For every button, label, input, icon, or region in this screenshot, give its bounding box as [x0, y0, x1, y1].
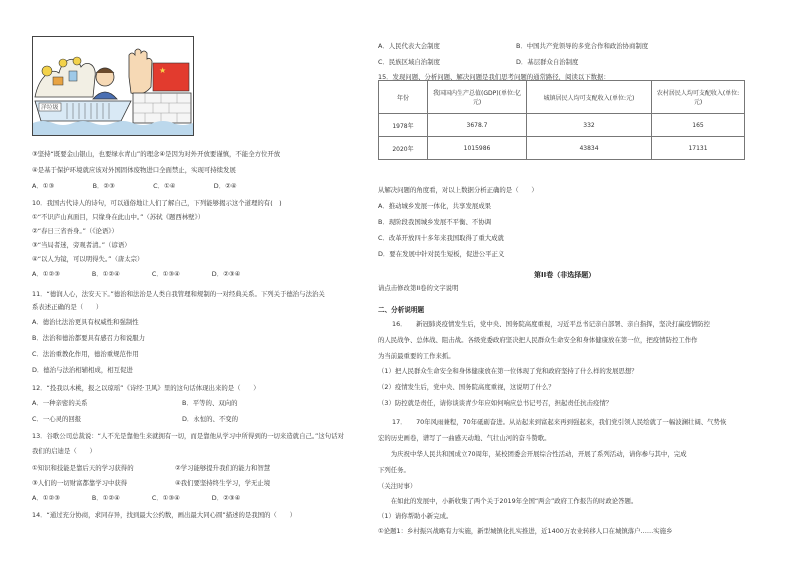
q17-focus-line: 在如此的发展中，小新收集了两个关于2019年全国“两会”政府工作报告的时政论答题。	[378, 497, 638, 505]
q12-option-c: C．一心灵的回报	[32, 415, 82, 423]
table-cell: 1978年	[379, 114, 428, 137]
q12-option-b: B．平等的、双向的	[182, 399, 238, 407]
table-cell: 17131	[652, 137, 745, 160]
q17-task: （1）请你帮助小新完成。	[378, 512, 453, 520]
q13-item-1: ①知识和技能是靠后天的学习获得的	[32, 464, 134, 472]
ship-label: 洋垃圾	[41, 105, 59, 111]
data-table	[378, 80, 745, 160]
q13-stem: 13．谷歌公司总裁说：“人不光是靠他生来就拥有一切，而是靠他从学习中所得到的一切来造就自己。”这句话对	[32, 432, 344, 440]
table-cell: 332	[527, 114, 652, 137]
q11-stem-cont: 系表述正确的是（ ）	[32, 303, 103, 311]
q10-item-4: ④“以人为镜，可以明得失。”（唐太宗）	[32, 255, 144, 263]
q10-item-1: ①“不识庐山真面目，只缘身在此山中。”（苏轼《题西林壁》）	[32, 213, 205, 221]
q10-stem: 10．我国古代诗人的诗句，可以通俗地让人们了解自己，下列能够揭示这个道理的有( )	[32, 199, 282, 207]
q14-option-b: B．中国共产党领导的多党合作和政治协商制度	[516, 42, 649, 50]
q16-question-3: （3）防控就是责任，请你谈谈青少年应如何响应总书记号召，担起责任抗击疫情？	[378, 399, 613, 407]
q11-option-b: B．法治和德治都要具有感召力和说服力	[32, 334, 146, 342]
q17-item-1: ①论题1：乡村振兴战略有力实施，新型城镇化扎实推进，近1400万农业转移人口在城镇落户……实施乡	[378, 527, 673, 535]
part2-title: 二、分析说明题	[378, 306, 425, 314]
q11-option-a: A．德治比法治更具有权威性和强制性	[32, 318, 139, 326]
q14-option-d: D．基层群众自治制度	[516, 58, 579, 66]
q9-option-line-1: ③坚持“既要金山银山，也要绿水青山”的理念④是因为对外开放要谨慎，不能全方位开放	[32, 150, 281, 158]
q11-stem: 11．“德润人心，法安天下。”德治和法治是人类自我管理和规制的一对经典关系。下列关于德治与法治关	[32, 290, 325, 298]
q11-option-c: C．法治重教化作用，德治重规范作用	[32, 350, 139, 358]
q11-option-d: D．德治与法治相辅相成，相互促进	[32, 366, 133, 374]
table-cell: 1015986	[428, 137, 527, 160]
section-title: 第II卷（非选择题）	[534, 271, 596, 279]
q14-option-a: A．人民代表大会制度	[378, 42, 440, 50]
q12-option-d: D．永恒的、不变的	[182, 415, 239, 423]
q15-option-c: C．改革开放四十多年来我国取得了重大成就	[378, 234, 504, 242]
q16-line-3: 为当前最重要的工作来抓。	[378, 352, 455, 360]
table-header-cell: 农村居民人均可支配收入(单位:元)	[652, 81, 745, 114]
q17-focus-heading: （关注时事）	[378, 482, 417, 490]
table-header-cell: 我国国内生产总值(GDP)(单位:亿元)	[428, 81, 527, 114]
q17-line-4: 下列任务。	[378, 466, 410, 474]
q17-line-2: 宏的历史画卷，谱写了一曲感天动地、气壮山河的奋斗赞歌。	[378, 434, 551, 442]
q10-item-2: ②“春日三省吾身。”（《论语》）	[32, 227, 118, 235]
q15-option-d: D．要在发展中针对民生短板，促进公平正义	[378, 250, 505, 258]
section-note: 请点击修改第II卷的文字说明	[378, 284, 459, 292]
table-cell: 43834	[527, 137, 652, 160]
q15-stem: 15．发现问题、分析问题、解决问题是我们思考问题的通常路径，阅读以下数据：	[378, 73, 610, 81]
table-row	[379, 137, 745, 160]
q13-item-3: ③人们的一切财富都靠学习中获得	[32, 479, 128, 487]
q13-item-4: ④我们要坚持终生学习，学无止境	[175, 479, 271, 487]
table-row	[379, 114, 745, 137]
q10-item-3: ③“当局者迷，旁观者清。”（谚语）	[32, 241, 131, 249]
table-cell: 2020年	[379, 137, 428, 160]
q10-choices: A．①②③ B．①②④ C．①③④ D．②③④	[32, 270, 241, 278]
q9-option-line-2: ④是基于保护环境就应该对外国固体废物进口全面禁止，实现可持续发展	[32, 166, 236, 174]
table-cell: 165	[652, 114, 745, 137]
q16-line-1: 16． 新冠肺炎疫情发生后，党中央、国务院高度重视，习近平总书记亲自部署、亲自指挥，坚决打赢疫情防控	[392, 320, 711, 328]
cartoon-drawing	[33, 37, 193, 135]
table-header-row	[379, 81, 745, 114]
q13-item-2: ②学习能够提升我们的能力和智慧	[175, 464, 271, 472]
q12-option-a: A．一种亲密的关系	[32, 399, 88, 407]
q13-choices: A．①②③ B．①②④ C．①③④ D．②③④	[32, 494, 241, 502]
q15-option-b: B．现阶段我国城乡发展不平衡、不协调	[378, 218, 492, 226]
q12-stem: 12．“投我以木桃，报之以琼瑶”《诗经·卫风》里的这句话体现出来的是（ ）	[32, 384, 260, 392]
q15-question: 从解决问题的角度看，对以上数据分析正确的是（ ）	[378, 186, 538, 194]
q14-option-c: C．民族区域自治制度	[378, 58, 440, 66]
q14-stem: 14．“通过充分协商，求同存异，找到最大公约数，画出最大同心圆”描述的是我国的（ ）	[32, 511, 296, 519]
q17-line-1: 17． 70年风雨兼程，70年砥砺奋进。从站起来到富起来再到强起来，我们党引领人民绘就了一幅波澜壮阔、气势恢	[392, 418, 727, 426]
table-cell: 3678.7	[428, 114, 527, 137]
table-header-cell: 年份	[379, 81, 428, 114]
q15-option-a: A．推动城乡发展一体化，共享发展成果	[378, 202, 492, 210]
q17-line-3: 为庆祝中华人民共和国成立70周年，某校团委会开展综合性活动，开展了系列活动，请你参与其中，完成	[378, 450, 687, 458]
q16-question-2: （2）疫情发生后，党中央、国务院高度重视，这说明了什么？	[378, 383, 555, 391]
q16-question-1: （1）把人民群众生命安全和身体健康放在第一位体现了党和政府坚持了什么样的发展思想？	[378, 367, 638, 375]
cartoon-illustration	[32, 36, 194, 136]
svg-text:★: ★	[159, 66, 167, 75]
q9-choices: A．①③ B．②③ C．①④ D．②④	[32, 182, 237, 190]
table-header-cell: 城镇居民人均可支配收入(单位:元)	[527, 81, 652, 114]
q13-stem-cont: 我们的启迪是（ ）	[32, 447, 96, 455]
q16-line-2: 的人民战争、总体战、阻击战。各级党委政府坚决把人民群众生命安全和身体健康放在第一位，把疫情防控工作作	[378, 336, 698, 344]
